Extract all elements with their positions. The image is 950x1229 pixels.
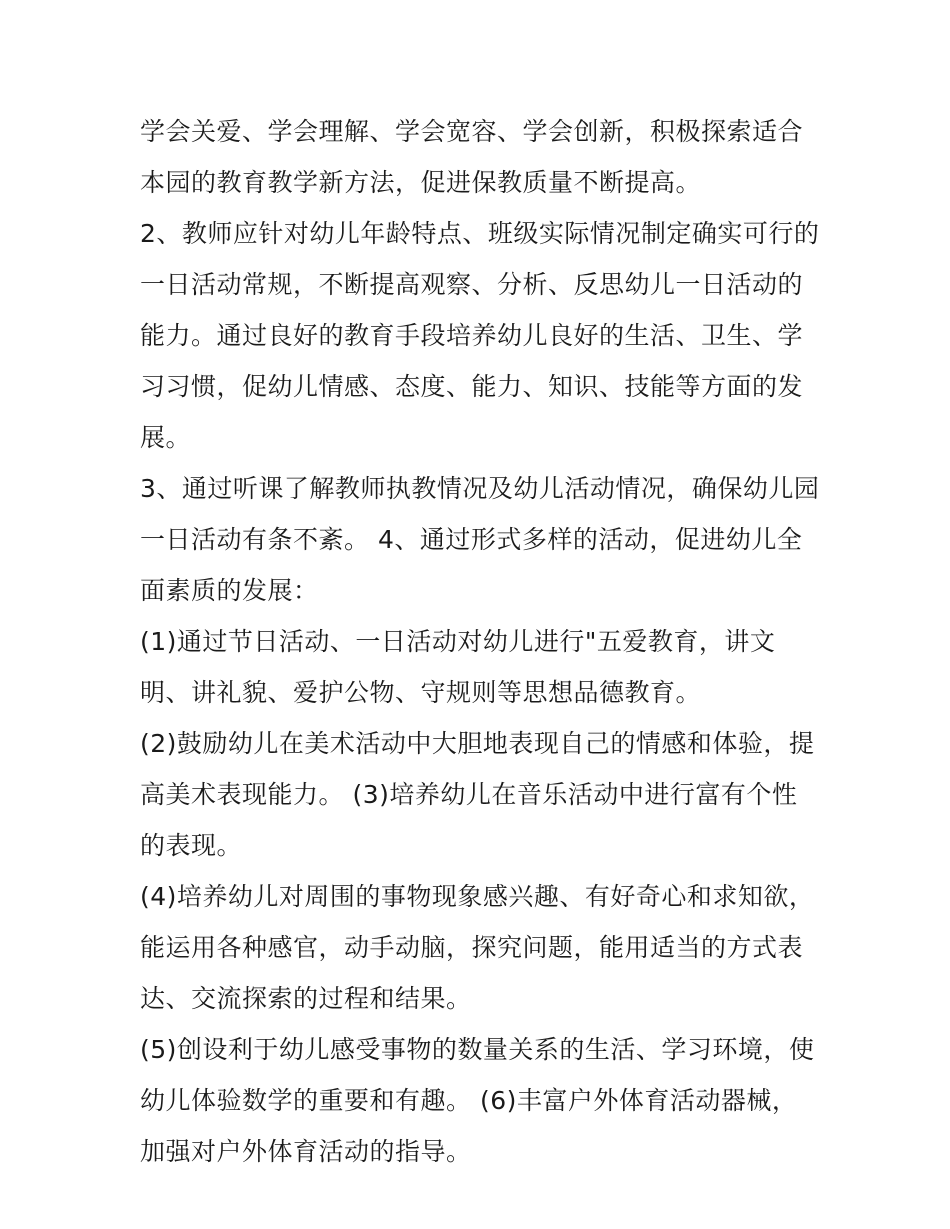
paragraph-item-2: 2、教师应针对幼儿年龄特点、班级实际情况制定确实可行的一日活动常规，不断提高观察、分析、反思幼儿一日活动的能力。通过良好的教育手段培养幼儿良好的生活、卫生、学习习惯，促幼儿情感、态度、能力、知识、技能等方面的发展。 [140,219,820,452]
document-body [140,106,820,1177]
paragraph-sub-5-6: (5)创设利于幼儿感受事物的数量关系的生活、学习环境，使幼儿体验数学的重要和有趣。 (6)丰富户外体育活动器械，加强对户外体育活动的指导。 [140,1035,815,1166]
paragraph-sub-4: (4)培养幼儿对周围的事物现象感兴趣、有好奇心和求知欲，能运用各种感官，动手动脑，探究问题，能用适当的方式表达、交流探索的过程和结果。 [140,882,815,1013]
paragraph-intro: 学会关爱、学会理解、学会宽容、学会创新，积极探索适合本园的教育教学新方法，促进保教质量不断提高。 [140,117,804,197]
paragraph-sub-2-3: (2)鼓励幼儿在美术活动中大胆地表现自己的情感和体验，提高美术表现能力。 (3)培养幼儿在音乐活动中进行富有个性的表现。 [140,729,815,860]
paragraph-item-3-4: 3、通过听课了解教师执教情况及幼儿活动情况，确保幼儿园一日活动有条不紊。 4、通过形式多样的活动，促进幼儿全面素质的发展： [140,474,820,605]
paragraph-sub-1: (1)通过节日活动、一日活动对幼儿进行"五爱教育，讲文明、讲礼貌、爱护公物、守规则等思想品德教育。 [140,627,776,707]
